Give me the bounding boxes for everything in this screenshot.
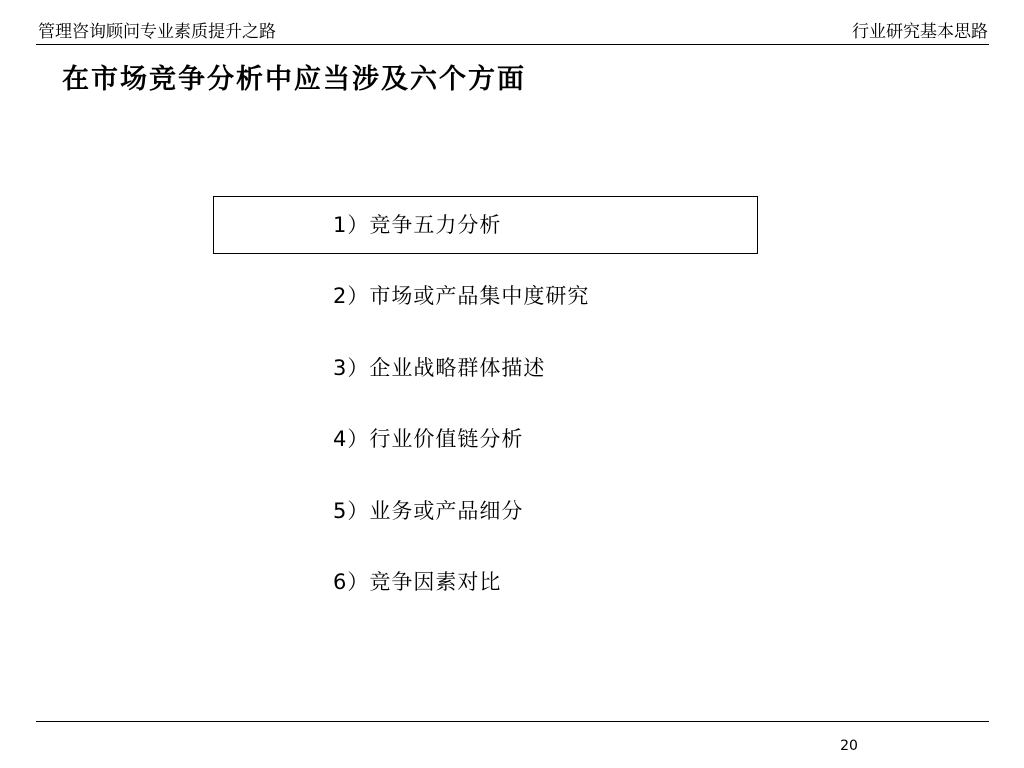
header-divider <box>36 44 989 45</box>
list-item: 2）市场或产品集中度研究 <box>333 284 590 308</box>
list-item: 4）行业价值链分析 <box>333 427 524 451</box>
list-item: 6）竞争因素对比 <box>333 570 502 594</box>
list-item: 3）企业战略群体描述 <box>333 356 546 380</box>
page-number: 20 <box>840 738 858 754</box>
header-right-text: 行业研究基本思路 <box>852 22 988 42</box>
header-left-text: 管理咨询顾问专业素质提升之路 <box>38 22 276 42</box>
footer-divider <box>36 721 989 722</box>
list-item: 5）业务或产品细分 <box>333 499 524 523</box>
slide-title: 在市场竞争分析中应当涉及六个方面 <box>62 64 526 95</box>
list-item: 1）竞争五力分析 <box>333 213 502 237</box>
